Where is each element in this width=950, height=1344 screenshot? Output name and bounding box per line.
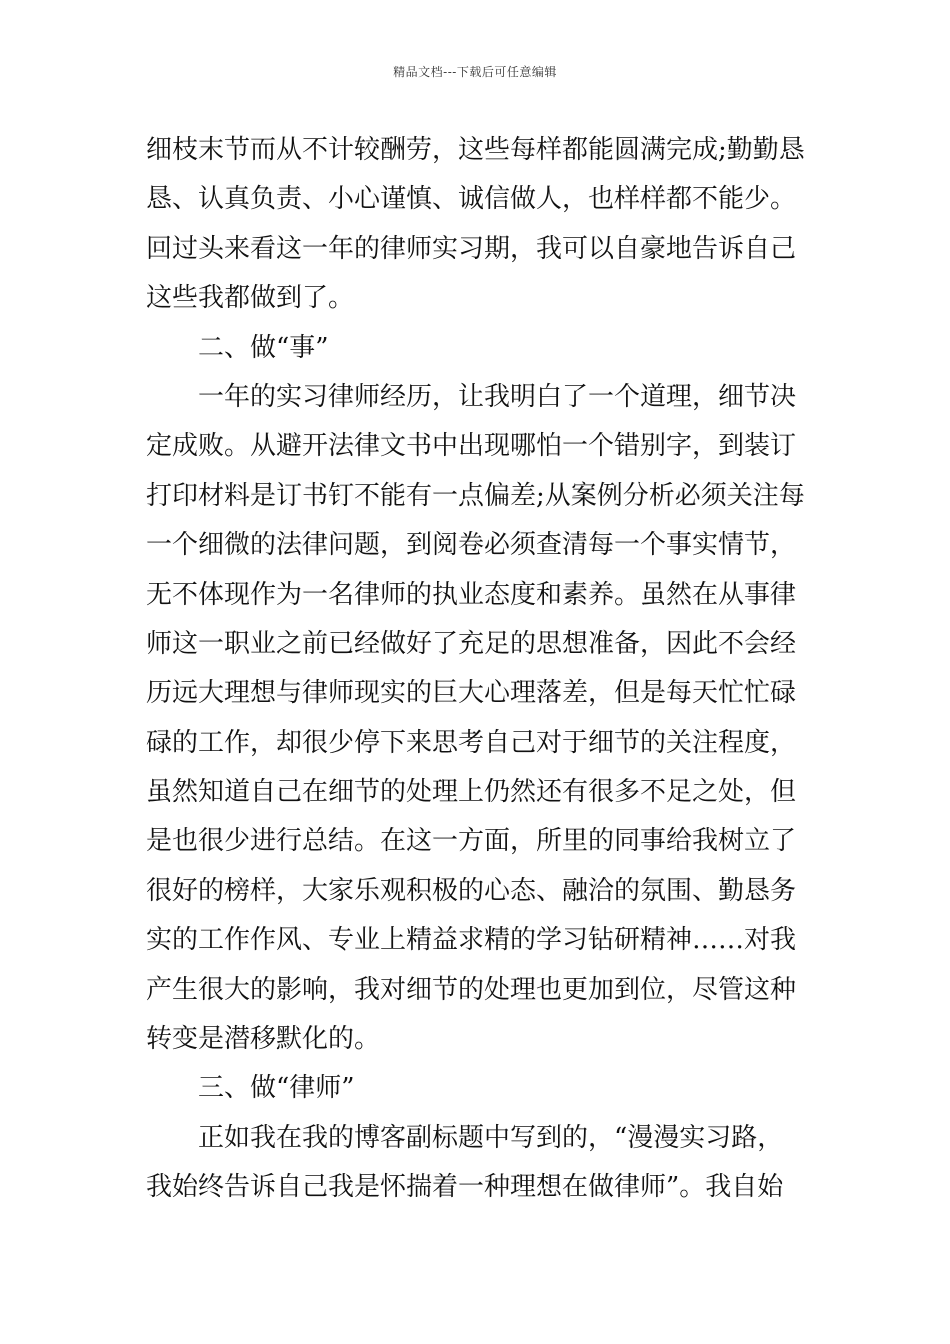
text-line: 我始终告诉自己我是怀揣着一种理想在做律师”。我自始	[146, 1172, 784, 1203]
text-line: 一个细微的法律问题，到阅卷必须查清每一个事实情节，	[146, 530, 797, 561]
text-line: 恳、认真负责、小心谨慎、诚信做人，也样样都不能少。	[146, 184, 797, 215]
text-line: 碌的工作，却很少停下来思考自己对于细节的关注程度，	[146, 727, 797, 758]
text-line: 这些我都做到了。	[146, 283, 355, 314]
text-line: 历远大理想与律师现实的巨大心理落差，但是每天忙忙碌	[146, 678, 797, 709]
text-line: 师这一职业之前已经做好了充足的思想准备，因此不会经	[146, 628, 797, 659]
section-heading: 三、做“律师”	[198, 1073, 355, 1104]
text-line: 回过头来看这一年的律师实习期，我可以自豪地告诉自己	[146, 233, 797, 264]
text-line: 虽然知道自己在细节的处理上仍然还有很多不足之处，但	[146, 777, 797, 808]
section-heading: 二、做“事”	[198, 332, 329, 363]
document-body	[146, 126, 810, 1213]
text-line: 是也很少进行总结。在这一方面，所里的同事给我树立了	[146, 826, 797, 857]
text-line: 无不体现作为一名律师的执业态度和素养。虽然在从事律	[146, 579, 797, 610]
page-header: 精品文档---下载后可任意编辑	[393, 65, 557, 79]
text-line: 正如我在我的博客副标题中写到的，“漫漫实习路，	[198, 1122, 784, 1153]
text-line: 产生很大的影响，我对细节的处理也更加到位，尽管这种	[146, 974, 797, 1005]
text-line: 转变是潜移默化的。	[146, 1024, 381, 1055]
text-line: 实的工作作风、专业上精益求精的学习钻研精神……对我	[146, 925, 797, 956]
text-line: 定成败。从避开法律文书中出现哪怕一个错别字，到装订	[146, 431, 797, 462]
text-line: 一年的实习律师经历，让我明白了一个道理，细节决	[198, 381, 797, 412]
text-line: 很好的榜样，大家乐观积极的心态、融洽的氛围、勤恳务	[146, 875, 797, 906]
text-line: 打印材料是订书钉不能有一点偏差;从案例分析必须关注每	[146, 480, 805, 511]
text-line: 细枝末节而从不计较酬劳，这些每样都能圆满完成;勤勤恳	[146, 135, 805, 165]
